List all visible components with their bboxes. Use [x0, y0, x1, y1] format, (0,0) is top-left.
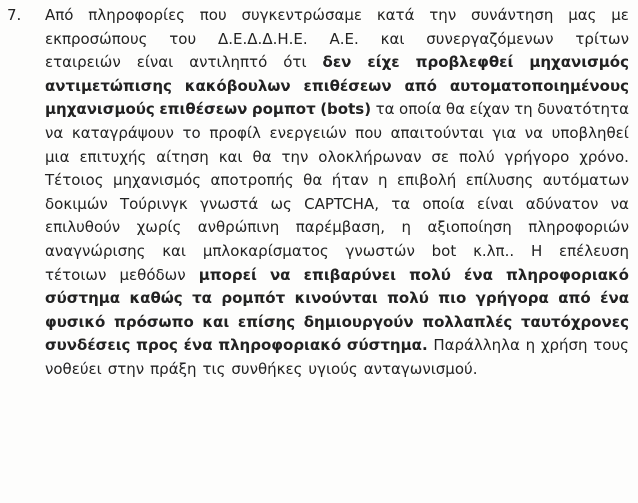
bold-word: και: [202, 312, 230, 331]
word: είχαν: [469, 100, 510, 119]
word: είναι: [477, 194, 514, 213]
word: Παράλληλα: [433, 336, 520, 355]
word: ήταν: [331, 171, 369, 190]
word: εκπροσώπους: [45, 29, 148, 48]
word: αντιληπτό: [189, 53, 268, 72]
bold-word: πιο: [438, 289, 467, 308]
word: η: [401, 218, 412, 237]
word: που: [355, 123, 383, 142]
text-line: [45, 358, 629, 382]
bold-word: ταυτόχρονες: [520, 312, 629, 331]
word: επιβολή: [396, 171, 457, 190]
word: μηχανισμός: [113, 171, 202, 190]
word: και: [162, 241, 187, 260]
bold-word: επιθέσεων: [303, 76, 392, 95]
word: γνωστά: [199, 194, 259, 213]
bold-word: μηχανισμούς: [45, 100, 155, 119]
word: που: [199, 6, 227, 24]
word: συνάντηση: [471, 6, 554, 24]
word: να: [524, 123, 544, 142]
bold-word: αυτοματοποιημένους: [449, 76, 629, 95]
bold-word: πολύ: [387, 289, 429, 308]
word: είναι: [136, 53, 174, 72]
word: αυτόματων: [542, 171, 629, 190]
word: Η: [530, 241, 543, 260]
word: τη: [514, 100, 533, 119]
word: τρίτων: [575, 29, 629, 48]
text-line: [45, 287, 629, 311]
word: μια: [45, 147, 70, 166]
word: γρήγορο: [504, 147, 570, 166]
text-line: [45, 334, 629, 358]
word: δοκιμών: [45, 194, 108, 213]
word: ενεργειών: [269, 123, 347, 142]
word: να: [45, 123, 64, 142]
word: θα: [303, 171, 323, 190]
text-line: [45, 216, 629, 240]
text-line: [45, 169, 629, 193]
word: του: [169, 29, 197, 48]
text-line: [45, 51, 629, 75]
bold-word: ένα: [183, 336, 213, 355]
word: οποία: [399, 100, 442, 119]
bold-word: πρόσωπο: [113, 312, 194, 331]
bold-word: πολύ: [409, 265, 451, 284]
bold-word: δεν: [322, 53, 352, 72]
word: επιλυθούν: [45, 218, 121, 237]
text-line: [45, 264, 629, 288]
text-line: [45, 146, 629, 170]
word: επίλυσης: [465, 171, 534, 190]
bold-word: κακόβουλων: [184, 76, 291, 95]
word: η: [377, 171, 388, 190]
bold-word: μπορεί: [198, 265, 257, 284]
bold-word: προς: [136, 336, 178, 355]
word: την: [429, 6, 457, 24]
bold-word: συνδέσεις: [45, 336, 131, 355]
bold-word: αντιμετώπισης: [45, 76, 172, 95]
bold-word: δημιουργούν: [303, 312, 414, 331]
text-line: [45, 4, 629, 28]
word: ανταγωνισμού.: [363, 359, 478, 378]
word: εταιρειών: [45, 53, 121, 72]
bold-word: επιβαρύνει: [303, 265, 396, 284]
bold-word: επίσης: [237, 312, 296, 331]
word: κ.λπ..: [473, 241, 515, 260]
word: την: [281, 147, 309, 166]
word: χωρίς: [136, 218, 182, 237]
word: τα: [375, 100, 395, 119]
word: συνθήκες: [231, 359, 303, 378]
bold-word: σύστημα: [45, 289, 121, 308]
word: μπλοκαρίσματος: [202, 241, 329, 260]
word: το: [182, 123, 201, 142]
word: θα: [445, 100, 465, 119]
word: ανθρώπινη: [197, 218, 280, 237]
word: χρόνο.: [579, 147, 629, 166]
word: αίτηση: [156, 147, 209, 166]
word: αποτροπής: [210, 171, 294, 190]
word: συνεργαζόμενων: [426, 29, 554, 48]
bold-word: από: [558, 289, 591, 308]
word: προφίλ: [209, 123, 261, 142]
word: Α.Ε.: [329, 29, 359, 48]
word: και: [218, 147, 243, 166]
bold-word: πολλαπλές: [422, 312, 513, 331]
text-line: [45, 28, 629, 52]
word: τα: [391, 194, 411, 213]
bold-word: πληροφοριακό: [506, 265, 629, 284]
word: παρέμβαση,: [295, 218, 386, 237]
bold-word: ένα: [464, 265, 493, 284]
word: μας: [568, 6, 597, 24]
word: θα: [252, 147, 272, 166]
word: κατά: [376, 6, 415, 24]
word: σε: [431, 147, 450, 166]
word: υποβληθεί: [551, 123, 629, 142]
bold-word: καθώς: [129, 289, 183, 308]
word: με: [611, 6, 629, 24]
bold-word: κινούνται: [294, 289, 378, 308]
bold-word: σύστημα.: [346, 336, 428, 355]
word: συγκεντρώσαμε: [241, 6, 363, 24]
word: αξιοποίηση: [427, 218, 512, 237]
word: Τέτοιος: [45, 171, 104, 190]
word: CAPTCHA,: [304, 194, 379, 213]
text-line: [45, 122, 629, 146]
word: για: [492, 123, 517, 142]
word: επιτυχής: [79, 147, 147, 166]
text-line: [45, 240, 629, 264]
bold-word: είχε: [367, 53, 400, 72]
word: να: [610, 194, 629, 213]
word: υγιούς: [308, 359, 358, 378]
word: νοθεύει: [45, 359, 102, 378]
bold-word: προβλεφθεί: [415, 53, 514, 72]
word: Από: [45, 6, 74, 24]
bold-word: ένα: [600, 289, 629, 308]
bold-word: να: [269, 265, 291, 284]
word: αδύνατον: [525, 194, 599, 213]
word: δυνατότητα: [537, 100, 629, 119]
word: και: [380, 29, 405, 48]
word: τις: [202, 359, 226, 378]
word: πληροφοριών: [528, 218, 629, 237]
bold-word: πληροφοριακό: [218, 336, 342, 355]
list-item-number: 7.: [7, 6, 22, 24]
bold-word: ρομπότ: [221, 289, 286, 308]
word: ως: [270, 194, 292, 213]
word: ολοκλήρωναν: [318, 147, 422, 166]
word: αναγνώρισης: [45, 241, 146, 260]
bold-word: τα: [192, 289, 212, 308]
word: γνωστών: [345, 241, 415, 260]
word: στην: [107, 359, 145, 378]
word: χρήση: [540, 336, 588, 355]
word: τους: [593, 336, 629, 355]
bold-word: ρομποτ: [251, 100, 316, 119]
word: πολύ: [458, 147, 495, 166]
bold-word: μηχανισμός: [529, 53, 629, 72]
word: Δ.Ε.Δ.Δ.Η.Ε.: [218, 29, 308, 48]
word: οποία: [422, 194, 465, 213]
word: απαιτούνται: [390, 123, 484, 142]
word: ότι: [283, 53, 307, 72]
word: μεθόδων: [119, 265, 186, 284]
bold-word: γρήγορα: [475, 289, 549, 308]
bold-word: από: [404, 76, 437, 95]
word: πληροφορίες: [88, 6, 185, 24]
word: η: [525, 336, 536, 355]
bold-word: (bots): [320, 100, 372, 119]
word: τέτοιων: [45, 265, 107, 284]
text-line: [45, 75, 629, 99]
word: bot: [431, 241, 457, 260]
text-line: [45, 193, 629, 217]
word: Τούρινγκ: [120, 194, 188, 213]
word: πράξη: [150, 359, 197, 378]
text-line: [45, 311, 629, 335]
text-line: [45, 98, 629, 122]
bold-word: φυσικό: [45, 312, 106, 331]
paragraph-body: [45, 4, 629, 382]
word: επέλευση: [559, 241, 629, 260]
word: καταγράψουν: [71, 123, 174, 142]
bold-word: επιθέσεων: [159, 100, 248, 119]
